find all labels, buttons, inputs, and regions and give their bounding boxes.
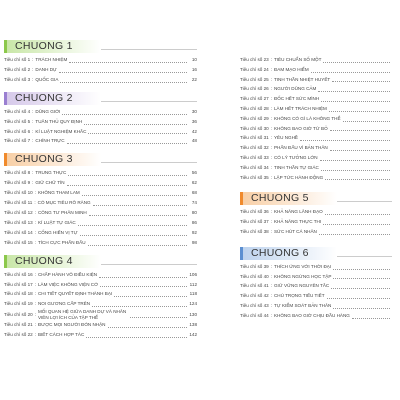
entry-code: Tiêu chí số 8 — [4, 170, 31, 176]
entry-page-number: 48 — [191, 138, 197, 144]
entry-text: KHẢ NĂNG THỰC THI — [273, 219, 322, 225]
toc-entry[interactable] — [240, 84, 392, 94]
dot-leader — [323, 224, 390, 225]
toc-entry[interactable] — [240, 153, 392, 163]
entry-text: CÓ LÝ TƯỞNG LỚN — [273, 154, 318, 160]
chapter-section — [4, 88, 197, 147]
dot-leader — [59, 72, 187, 73]
chapter-section — [240, 188, 392, 236]
entry-separator: : — [270, 57, 272, 62]
entry-page-number: 80 — [191, 209, 197, 215]
toc-entry[interactable] — [4, 218, 197, 228]
left-column — [4, 36, 197, 343]
toc-entry[interactable] — [4, 330, 197, 340]
toc-entry[interactable] — [4, 238, 197, 248]
entry-code: Tiêu chí số 17 — [4, 281, 33, 287]
entry-separator: : — [270, 125, 272, 131]
entry-separator: : — [270, 66, 272, 72]
dot-leader — [80, 235, 187, 236]
chapter-section — [4, 36, 197, 85]
entry-text: TINH THẦN TỰ GIÁC — [273, 164, 319, 170]
entry-separator: : — [34, 190, 36, 196]
entry-page-number: 62 — [191, 180, 197, 186]
entry-text: CÓ MỤC TIÊU RÕ RÀNG — [37, 200, 91, 206]
chapter-section — [4, 149, 197, 247]
entry-separator: : — [270, 76, 272, 82]
toc-entry[interactable] — [4, 117, 197, 127]
chapter-title: CHUONG 3 — [4, 153, 101, 166]
chapter-title: CHUONG 1 — [4, 40, 101, 53]
entry-text: CHI TIẾT QUYẾT ĐỊNH THÀNH BẠI — [37, 291, 113, 297]
entry-list — [240, 262, 392, 321]
entry-text: TRUNG THỰC — [35, 170, 67, 176]
dot-leader — [86, 337, 187, 338]
entry-code: Tiêu chí số 6 — [4, 128, 31, 134]
entry-page-number: 36 — [191, 118, 197, 124]
entry-code: Tiêu chí số 28 — [240, 105, 269, 111]
toc-entry[interactable] — [240, 301, 392, 311]
entry-text: KHÔNG NGỪNG HỌC TẬP — [273, 273, 332, 279]
entry-text: CÔNG TƯ PHÂN MINH — [37, 209, 87, 215]
entry-text: DANH DỰ — [35, 66, 57, 72]
dot-leader — [100, 286, 187, 287]
entry-code: Tiêu chí số 9 — [4, 180, 31, 186]
toc-entry[interactable] — [4, 208, 197, 218]
dot-leader — [333, 308, 390, 309]
dot-leader — [319, 234, 390, 235]
toc-entry[interactable] — [4, 309, 197, 320]
dot-leader — [329, 111, 390, 112]
entry-text: PHẤN ĐẤU VÌ BẢN THÂN — [273, 145, 328, 151]
chapter-header — [4, 36, 197, 50]
entry-separator: : — [32, 118, 34, 124]
chapter-title: CHUONG 4 — [4, 255, 101, 268]
entry-separator: : — [270, 273, 272, 279]
entry-separator: : — [34, 332, 36, 338]
entry-code: Tiêu chí số 2 — [4, 66, 31, 72]
entry-text: TRÁCH NHIỆM — [35, 57, 68, 62]
toc-entry[interactable] — [4, 55, 197, 65]
entry-text: SỨC HÚT CÁ NHÂN — [273, 228, 317, 234]
entry-text: KÍ LUẬT NGHIỆM KHẮC — [35, 128, 87, 134]
toc-entry[interactable] — [4, 136, 197, 146]
entry-separator: : — [32, 66, 34, 72]
toc-entry[interactable] — [4, 107, 197, 117]
entry-code: Tiêu chí số 5 — [4, 118, 31, 124]
entry-code: Tiêu chí số 1 — [4, 57, 31, 62]
entry-separator: : — [270, 96, 272, 102]
dot-leader — [330, 130, 390, 131]
entry-code: Tiêu chí số 7 — [4, 138, 31, 144]
entry-code: Tiêu chí số 20 — [4, 312, 33, 318]
entry-list — [4, 107, 197, 147]
entry-text: LÀM HẾT TRÁCH NHIỆM — [273, 105, 327, 111]
toc-entry[interactable] — [240, 114, 392, 124]
toc-entry[interactable] — [4, 280, 197, 290]
dot-leader — [67, 185, 187, 186]
dot-leader — [89, 215, 187, 216]
entry-separator: : — [270, 283, 272, 289]
entry-code: Tiêu chí số 3 — [4, 76, 31, 82]
entry-separator: : — [270, 209, 272, 215]
dot-leader — [78, 225, 187, 226]
entry-separator: : — [270, 302, 272, 308]
dot-leader — [327, 298, 390, 299]
entry-text: MỐI QUAN HỆ GIỮA DANH DỰ VÀ NHÂN VIÊN LỢI ÍCH CỦA TẬP THỂ — [37, 309, 127, 320]
entry-text: KÍ LUẬT TỰ GIÁC — [37, 219, 76, 225]
entry-page-number: 16 — [191, 66, 197, 72]
entry-list — [4, 55, 197, 85]
entry-separator: : — [270, 115, 272, 121]
chapter-section — [240, 243, 392, 321]
entry-text: ĐỐC HẾT SỨC MÌNH — [273, 96, 320, 102]
entry-code: Tiêu chí số 43 — [240, 302, 269, 308]
toc-entry[interactable] — [240, 272, 392, 282]
entry-page-number: 68 — [191, 190, 197, 196]
entry-separator: : — [34, 219, 36, 225]
entry-code: Tiêu chí số 32 — [240, 145, 269, 151]
entry-separator: : — [34, 239, 36, 245]
entry-separator: : — [270, 135, 272, 141]
dot-leader — [69, 62, 187, 63]
toc-entry[interactable] — [240, 55, 392, 65]
toc-entry[interactable] — [4, 178, 197, 188]
toc-entry[interactable] — [240, 262, 392, 272]
toc-entry[interactable] — [240, 104, 392, 114]
entry-separator: : — [32, 76, 34, 82]
dot-leader — [62, 114, 187, 115]
entry-code: Tiêu chí số 39 — [240, 263, 269, 269]
entry-text: ĐAM MẠO HIỂM — [273, 66, 309, 72]
entry-separator: : — [34, 209, 36, 215]
entry-text: TỰ KIỂM SOÁT BẢN THÂN — [273, 302, 332, 308]
entry-text: TUÂN THỦ QUY ĐỊNH — [35, 118, 83, 124]
entry-code: Tiêu chí số 38 — [240, 228, 269, 234]
toc-entry[interactable] — [240, 291, 392, 301]
dot-leader — [325, 214, 390, 215]
entry-page-number: 22 — [191, 76, 197, 82]
toc-entry[interactable] — [4, 65, 197, 75]
entry-separator: : — [34, 200, 36, 206]
entry-code: Tiêu chí số 10 — [4, 190, 33, 196]
entry-text: KHÔNG BAO GIỜ CHỊU ĐẦU HÀNG — [273, 312, 350, 318]
toc-entry[interactable] — [4, 299, 197, 309]
toc-entry[interactable] — [240, 75, 392, 85]
entry-separator: : — [270, 174, 272, 180]
dot-leader — [321, 101, 390, 102]
entry-list — [240, 55, 392, 182]
entry-code: Tiêu chí số 25 — [240, 76, 269, 82]
toc-entry[interactable] — [240, 65, 392, 75]
entry-separator: : — [270, 164, 272, 170]
toc-entry[interactable] — [4, 270, 197, 280]
entry-code: Tiêu chí số 33 — [240, 154, 269, 160]
entry-code: Tiêu chí số 40 — [240, 273, 269, 279]
chapter-title: CHUONG 2 — [4, 92, 101, 105]
entry-code: Tiêu chí số 15 — [4, 239, 33, 245]
toc-entry[interactable] — [240, 281, 392, 291]
entry-page-number: 124 — [189, 301, 197, 307]
dot-leader — [84, 124, 187, 125]
chapter-header — [240, 243, 392, 257]
entry-page-number: 130 — [189, 312, 197, 318]
dot-leader — [343, 121, 390, 122]
entry-code: Tiêu chí số 36 — [240, 209, 269, 215]
entry-code: Tiêu chí số 18 — [4, 291, 33, 297]
toc-entry[interactable] — [4, 188, 197, 198]
chapter-section — [4, 251, 197, 340]
entry-page-number: 112 — [189, 281, 197, 287]
toc-entry[interactable] — [4, 168, 197, 178]
dot-leader — [333, 278, 390, 279]
entry-page-number: 86 — [191, 219, 197, 225]
toc-entry[interactable] — [240, 94, 392, 104]
entry-code: Tiêu chí số 34 — [240, 164, 269, 170]
entry-separator: : — [270, 86, 272, 92]
entry-separator: : — [34, 301, 36, 307]
entry-text: NOI GƯƠNG CẤP TRÊN — [37, 301, 91, 307]
entry-text: KHÔNG CÓ GÌ LÀ KHÔNG THỂ — [273, 115, 341, 121]
chapter-header — [4, 251, 197, 265]
entry-page-number: 106 — [189, 271, 197, 277]
entry-code: Tiêu chí số 44 — [240, 312, 269, 318]
chapter-header — [4, 88, 197, 102]
dot-leader — [88, 133, 187, 134]
entry-code: Tiêu chí số 21 — [4, 322, 33, 328]
toc-entry[interactable] — [240, 124, 392, 134]
entry-separator: : — [270, 312, 272, 318]
entry-code: Tiêu chí số 14 — [4, 229, 33, 235]
entry-page-number: 118 — [189, 291, 197, 297]
entry-text: ĐƯỢC MỌI NGƯỜI ĐÓN NHẬN — [37, 322, 106, 328]
entry-text: YÊU NGHỀ — [273, 135, 298, 141]
entry-code: Tiêu chí số 29 — [240, 115, 269, 121]
toc-entry[interactable] — [240, 133, 392, 143]
right-column — [240, 55, 392, 324]
entry-code: Tiêu chí số 11 — [4, 200, 33, 206]
dot-leader — [114, 296, 187, 297]
entry-separator: : — [34, 291, 36, 297]
toc-entry[interactable] — [4, 289, 197, 299]
toc-entry[interactable] — [4, 198, 197, 208]
dot-leader — [93, 205, 187, 206]
entry-code: Tiêu chí số 37 — [240, 219, 269, 225]
entry-code: Tiêu chí số 35 — [240, 174, 269, 180]
entry-list — [4, 270, 197, 340]
entry-code: Tiêu chí số 16 — [4, 271, 33, 277]
entry-text: TINH THẦN NHIỆT HUYẾT — [273, 76, 331, 82]
entry-separator: : — [32, 108, 34, 114]
entry-separator: : — [34, 281, 36, 287]
chapter-title: CHUONG 6 — [240, 247, 337, 260]
entry-separator: : — [32, 138, 34, 144]
dot-leader — [60, 82, 187, 83]
entry-list — [4, 168, 197, 247]
entry-code: Tiêu chí số 19 — [4, 301, 33, 307]
entry-text: CHÚ TRỌNG TIẾU TIẾT — [273, 293, 325, 299]
dot-leader — [311, 72, 390, 73]
entry-code: Tiêu chí số 24 — [240, 66, 269, 72]
toc-entry[interactable] — [240, 207, 392, 217]
dot-leader — [92, 306, 187, 307]
entry-code: Tiêu chí số 4 — [4, 108, 31, 114]
toc-entry[interactable] — [240, 173, 392, 183]
entry-text: BIẾT CÁCH HỢP TÁC — [37, 332, 85, 338]
entry-separator: : — [270, 105, 272, 111]
entry-page-number: 142 — [189, 332, 197, 338]
entry-separator: : — [270, 154, 272, 160]
entry-separator: : — [34, 229, 36, 235]
entry-code: Tiêu chí số 41 — [240, 283, 269, 289]
dot-leader — [331, 288, 390, 289]
dot-leader — [321, 170, 390, 171]
chapter-header — [4, 149, 197, 166]
entry-page-number: 10 — [191, 57, 197, 62]
dot-leader — [333, 269, 390, 270]
entry-text: KHÔNG THAM LAM — [37, 190, 80, 196]
dot-leader — [332, 81, 390, 82]
dot-leader — [99, 277, 187, 278]
entry-list — [240, 207, 392, 236]
entry-text: TÍCH CỰC PHẤN ĐẤU — [37, 239, 86, 245]
chapter-section — [240, 55, 392, 182]
chapter-header — [240, 188, 392, 205]
toc-entry[interactable] — [4, 320, 197, 330]
dot-leader — [330, 150, 390, 151]
chapter-title: CHUONG 5 — [240, 192, 337, 205]
entry-code: Tiêu chí số 30 — [240, 125, 269, 131]
dot-leader — [300, 140, 390, 141]
toc-entry[interactable] — [4, 228, 197, 238]
toc-entry[interactable] — [4, 127, 197, 137]
entry-separator: : — [32, 128, 34, 134]
entry-code: Tiêu chí số 26 — [240, 86, 269, 92]
entry-text: KHẢ NĂNG LÃNH ĐẠO — [273, 209, 323, 215]
entry-page-number: 98 — [191, 239, 197, 245]
entry-text: TIÊU CHUẨN SỐ MỘT — [273, 57, 322, 62]
entry-separator: : — [34, 271, 36, 277]
entry-separator: : — [34, 312, 36, 318]
entry-text: LÀM VIỆC KHÔNG VIỆN CỚ — [37, 281, 99, 287]
dot-leader — [67, 143, 187, 144]
entry-separator: : — [270, 263, 272, 269]
entry-text: GIỮ CHỮ TÍN — [35, 180, 65, 186]
entry-code: Tiêu chí số 23 — [240, 57, 269, 62]
dot-leader — [130, 317, 187, 318]
toc-entry[interactable] — [240, 143, 392, 153]
entry-code: Tiêu chí số 13 — [4, 219, 33, 225]
entry-code: Tiêu chí số 27 — [240, 96, 269, 102]
dot-leader — [320, 160, 390, 161]
dot-leader — [108, 327, 187, 328]
entry-text: NGƯỜI DŨNG CẢM — [273, 86, 317, 92]
entry-text: KHÔNG BAO GIỜ TỪ BỎ — [273, 125, 328, 131]
entry-separator: : — [270, 219, 272, 225]
entry-text: GIỮ VỮNG NGUYÊN TẮC — [273, 283, 330, 289]
entry-text: CHÍNH TRỰC — [35, 138, 65, 144]
entry-code: Tiêu chí số 12 — [4, 209, 33, 215]
toc-entry[interactable] — [240, 163, 392, 173]
entry-code: Tiêu chí số 42 — [240, 293, 269, 299]
entry-separator: : — [32, 57, 34, 62]
entry-text: THÍCH ỨNG VỚI THỜI ĐẠI — [273, 263, 332, 269]
toc-entry[interactable] — [240, 217, 392, 227]
entry-separator: : — [32, 180, 34, 186]
dot-leader — [88, 245, 187, 246]
toc-entry[interactable] — [240, 227, 392, 237]
entry-text: CỐNG HIẾN VỊ TỰ — [37, 229, 78, 235]
dot-leader — [82, 195, 187, 196]
entry-text: DŨNG GIỚI — [35, 108, 61, 114]
entry-separator: : — [270, 145, 272, 151]
entry-page-number: 42 — [191, 128, 197, 134]
toc-entry[interactable] — [4, 75, 197, 85]
entry-page-number: 74 — [191, 200, 197, 206]
entry-code: Tiêu chí số 22 — [4, 332, 33, 338]
entry-text: LẬP TỨC HÀNH ĐỘNG — [273, 174, 324, 180]
dot-leader — [325, 179, 390, 180]
entry-text: QUỐC GIA — [35, 76, 59, 82]
entry-separator: : — [270, 228, 272, 234]
dot-leader — [318, 91, 390, 92]
entry-code: Tiêu chí số 31 — [240, 135, 269, 141]
entry-text: CHẤP HÀNH VÔ ĐIỀU KIỆN — [37, 271, 98, 277]
entry-page-number: 56 — [191, 170, 197, 176]
toc-entry[interactable] — [240, 311, 392, 321]
dot-leader — [323, 62, 390, 63]
dot-leader — [352, 318, 390, 319]
entry-page-number: 92 — [191, 229, 197, 235]
entry-separator: : — [32, 170, 34, 176]
dot-leader — [68, 175, 187, 176]
entry-separator: : — [270, 293, 272, 299]
entry-page-number: 138 — [189, 322, 197, 328]
entry-page-number: 30 — [191, 108, 197, 114]
entry-separator: : — [34, 322, 36, 328]
